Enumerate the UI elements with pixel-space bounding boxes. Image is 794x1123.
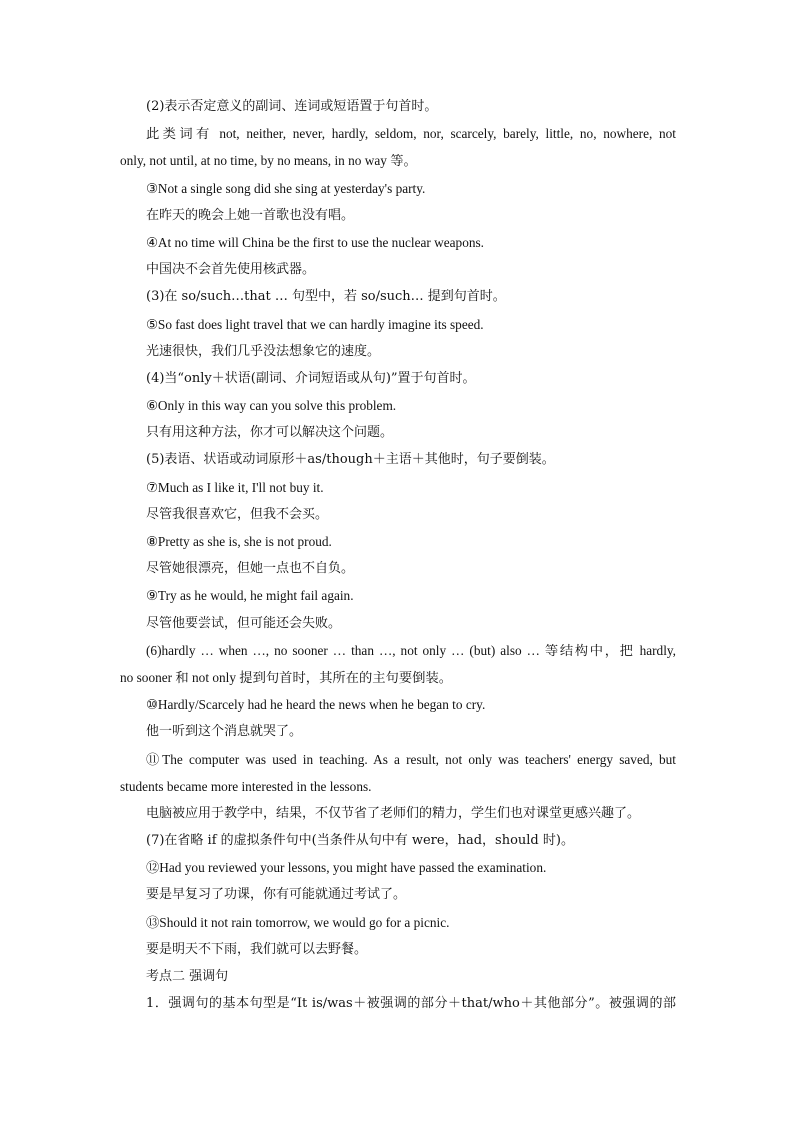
example-translation: 在昨天的晚会上她一首歌也没有唱。 <box>146 207 355 223</box>
example-sentence: ⑦Much as I like it, I'll not buy it. <box>146 479 324 495</box>
example-translation: 只有用这种方法，你才可以解决这个问题。 <box>146 425 394 441</box>
example-translation: 光速很快，我们几乎没法想象它的速度。 <box>146 343 381 359</box>
example-translation: 他一听到这个消息就哭了。 <box>146 724 303 740</box>
example-sentence: ⑫Had you reviewed your lessons, you might have passed the examination. <box>146 860 547 876</box>
example-translation: 尽管他要尝试，但可能还会失败。 <box>146 615 342 631</box>
paragraph-line: 1．强调句的基本句型是“It is/was＋被强调的部分＋that/who＋其他部分”。被强调的部 <box>146 996 676 1012</box>
example-sentence: ⑪The computer was used in teaching. As a result, not only was teachers' energy saved, but <box>146 751 676 767</box>
topic-heading-emphatic-sentence: 考点二 强调句 <box>146 969 229 984</box>
section-heading-only-adverbial: (4)当“only＋状语(副词、介词短语或从句)”置于句首时。 <box>146 370 476 386</box>
section-heading-negative-adverbs: (2)表示否定意义的副词、连词或短语置于句首时。 <box>146 99 438 114</box>
paragraph-line: only, not until, at no time, by no means, in no way 等。 <box>120 153 417 169</box>
section-heading-omitted-if: (7)在省略 if 的虚拟条件句中(当条件从句中有 were，had，should 时)。 <box>146 833 574 849</box>
paragraph-line: 此类词有 not, neither, never, hardly, seldom, nor, scarcely, barely, little, no, nowhere, not <box>146 126 676 142</box>
section-heading-so-such: (3)在 so/such…that … 句型中，若 so/such… 提到句首时。 <box>146 289 506 305</box>
example-sentence: ⑥Only in this way can you solve this problem. <box>146 398 397 414</box>
example-sentence: ⑬Should it not rain tomorrow, we would go for a picnic. <box>146 914 450 930</box>
example-translation: 电脑被应用于教学中，结果，不仅节省了老师们的精力，学生们也对课堂更感兴趣了。 <box>146 805 641 821</box>
example-sentence: ⑧Pretty as she is, she is not proud. <box>146 534 332 549</box>
example-translation: 中国决不会首先使用核武器。 <box>146 262 316 278</box>
example-translation: 尽管她很漂亮，但她一点也不自负。 <box>146 561 355 577</box>
section-heading-as-though: (5)表语、状语或动词原形＋as/though＋主语＋其他时，句子要倒装。 <box>146 452 555 468</box>
example-translation: 要是早复习了功课，你有可能就通过考试了。 <box>146 887 407 903</box>
example-sentence-continued: students became more interested in the lessons. <box>120 778 372 794</box>
paragraph-line: no sooner 和 not only 提到句首时，其所在的主句要倒装。 <box>120 669 453 685</box>
example-translation: 尽管我很喜欢它，但我不会买。 <box>146 506 329 522</box>
example-sentence: ⑨Try as he would, he might fail again. <box>146 588 354 604</box>
example-sentence: ④At no time will China be the first to use the nuclear weapons. <box>146 234 484 250</box>
example-sentence: ③Not a single song did she sing at yesterday's party. <box>146 180 426 196</box>
example-translation: 要是明天不下雨，我们就可以去野餐。 <box>146 941 368 957</box>
example-sentence: ⑩Hardly/Scarcely had he heard the news when he began to cry. <box>146 697 486 713</box>
example-sentence: ⑤So fast does light travel that we can hardly imagine its speed. <box>146 316 484 332</box>
section-heading-hardly-when: (6)hardly … when …, no sooner … than …, not only … (but) also … 等结构中，把 hardly, <box>146 642 676 658</box>
document-page <box>120 93 676 1017</box>
